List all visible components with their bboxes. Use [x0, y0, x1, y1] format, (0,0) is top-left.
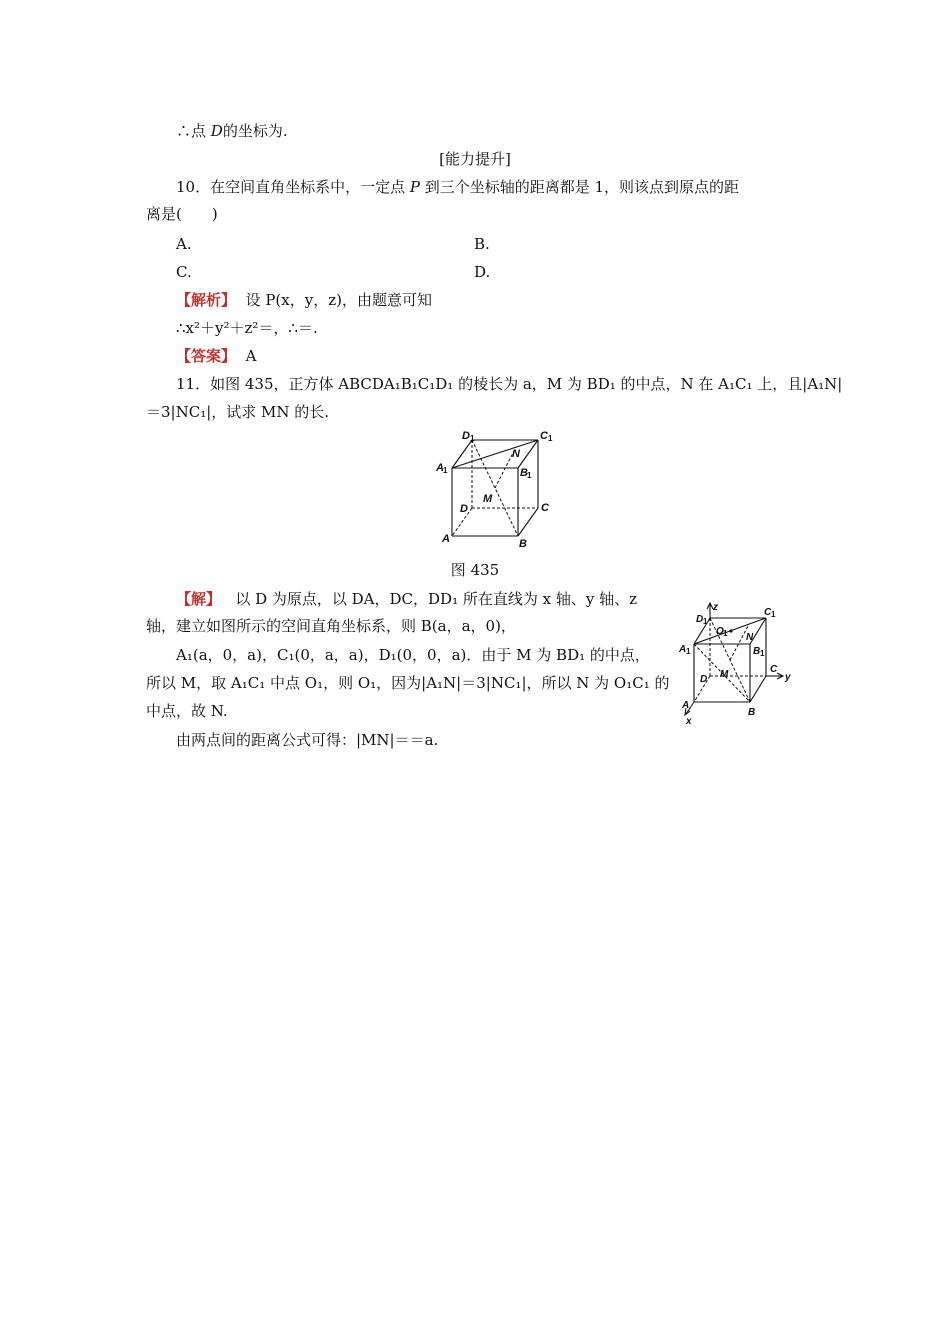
solution-line2: 轴，建立如图所示的空间直角坐标系，则 B(a，a，0)，: [146, 617, 516, 635]
label-B1: B: [753, 646, 761, 657]
sub-1: 1: [760, 649, 765, 658]
axis-z: z: [713, 602, 718, 613]
cube-coordinate-figure: [676, 600, 806, 728]
q10-number: 10．: [176, 178, 211, 196]
label-D: D: [460, 503, 468, 515]
answer-line: [176, 346, 256, 366]
label-B: B: [519, 538, 527, 550]
sub-1: 1: [527, 471, 532, 480]
var-D: D: [210, 122, 223, 140]
label-N: N: [746, 632, 754, 643]
label-A1: A: [436, 462, 444, 474]
label-M: M: [720, 669, 729, 680]
label-C1: C: [540, 430, 548, 442]
answer-value: A: [245, 347, 257, 365]
label-C1: C: [764, 607, 772, 618]
solution-line4: 所以 M，取 A₁C₁ 中点 O₁，则 O₁，因为|A₁N|＝3|NC₁|，所以 N 为 O₁C₁ 的: [146, 674, 670, 692]
answer-tag: 【答案】: [176, 347, 237, 365]
analysis-line2: ∴x²＋y²＋z²＝，∴＝.: [176, 319, 318, 337]
label-C: C: [770, 664, 778, 675]
option-a: A.: [176, 235, 192, 253]
sub-1: 1: [703, 617, 708, 626]
section-title: [能力提升]: [439, 150, 511, 168]
solution-line6: 由两点间的距离公式可得：|MN|＝＝a.: [176, 731, 439, 749]
label-D1: D: [696, 614, 704, 625]
sub-1: 1: [443, 466, 448, 475]
q10-line2: 离是( ): [146, 205, 218, 223]
sub-1: 1: [771, 610, 776, 619]
figure-caption: 图 435: [450, 561, 500, 579]
label-A1: A: [679, 644, 687, 655]
text-line: [176, 121, 288, 141]
analysis-line: [176, 290, 432, 310]
var-P: P: [409, 178, 420, 196]
label-O1: O: [716, 626, 724, 637]
label-C: C: [541, 502, 549, 514]
label-M: M: [483, 493, 493, 505]
sub-1: 1: [548, 434, 553, 443]
option-c: C.: [176, 263, 192, 281]
sub-1: 1: [723, 629, 728, 638]
text-prefix: ∴点: [176, 122, 211, 140]
label-B1: B: [520, 467, 528, 479]
analysis-tag: 【解析】: [176, 291, 237, 309]
sub-1: 1: [470, 434, 475, 443]
solution-line5: 中点，故 N.: [146, 702, 228, 720]
q11-line2: ＝3|NC₁|，试求 MN 的长.: [146, 403, 330, 421]
q10-text-b: 到三个坐标轴的距离都是 1，则该点到原点的距: [419, 178, 740, 196]
q10-line1: [176, 177, 739, 197]
axis-y: y: [785, 672, 791, 683]
solution-text1: 以 D 为原点，以 DA，DC，DD₁ 所在直线为 x 轴、y 轴、z: [235, 590, 637, 608]
option-b: B.: [474, 235, 490, 253]
solution-line3: A₁(a，0，a)，C₁(0，a，a)，D₁(0，0，a)．由于 M 为 BD₁ 的中点，: [176, 646, 650, 664]
cube-figure-435: [430, 428, 560, 554]
solution-tag: 【解】: [176, 590, 222, 608]
label-B: B: [748, 707, 756, 718]
q10-text-a: 在空间直角坐标系中，一定点: [210, 178, 410, 196]
label-D: D: [700, 674, 708, 685]
label-A: A: [682, 700, 690, 711]
label-D1: D: [462, 430, 470, 442]
label-A: A: [442, 533, 450, 545]
text-suffix: 的坐标为.: [222, 122, 288, 140]
axis-x: x: [686, 716, 692, 727]
label-N: N: [512, 448, 520, 460]
solution-line1: [176, 589, 637, 609]
q11-line1: 11．如图 435，正方体 ABCDA₁B₁C₁D₁ 的棱长为 a，M 为 BD₁ 的中点，N 在 A₁C₁ 上，且|A₁N|: [176, 375, 843, 393]
sub-1: 1: [686, 647, 691, 656]
analysis-text: 设 P(x，y，z)，由题意可知: [245, 291, 432, 309]
option-d: D.: [474, 263, 491, 281]
